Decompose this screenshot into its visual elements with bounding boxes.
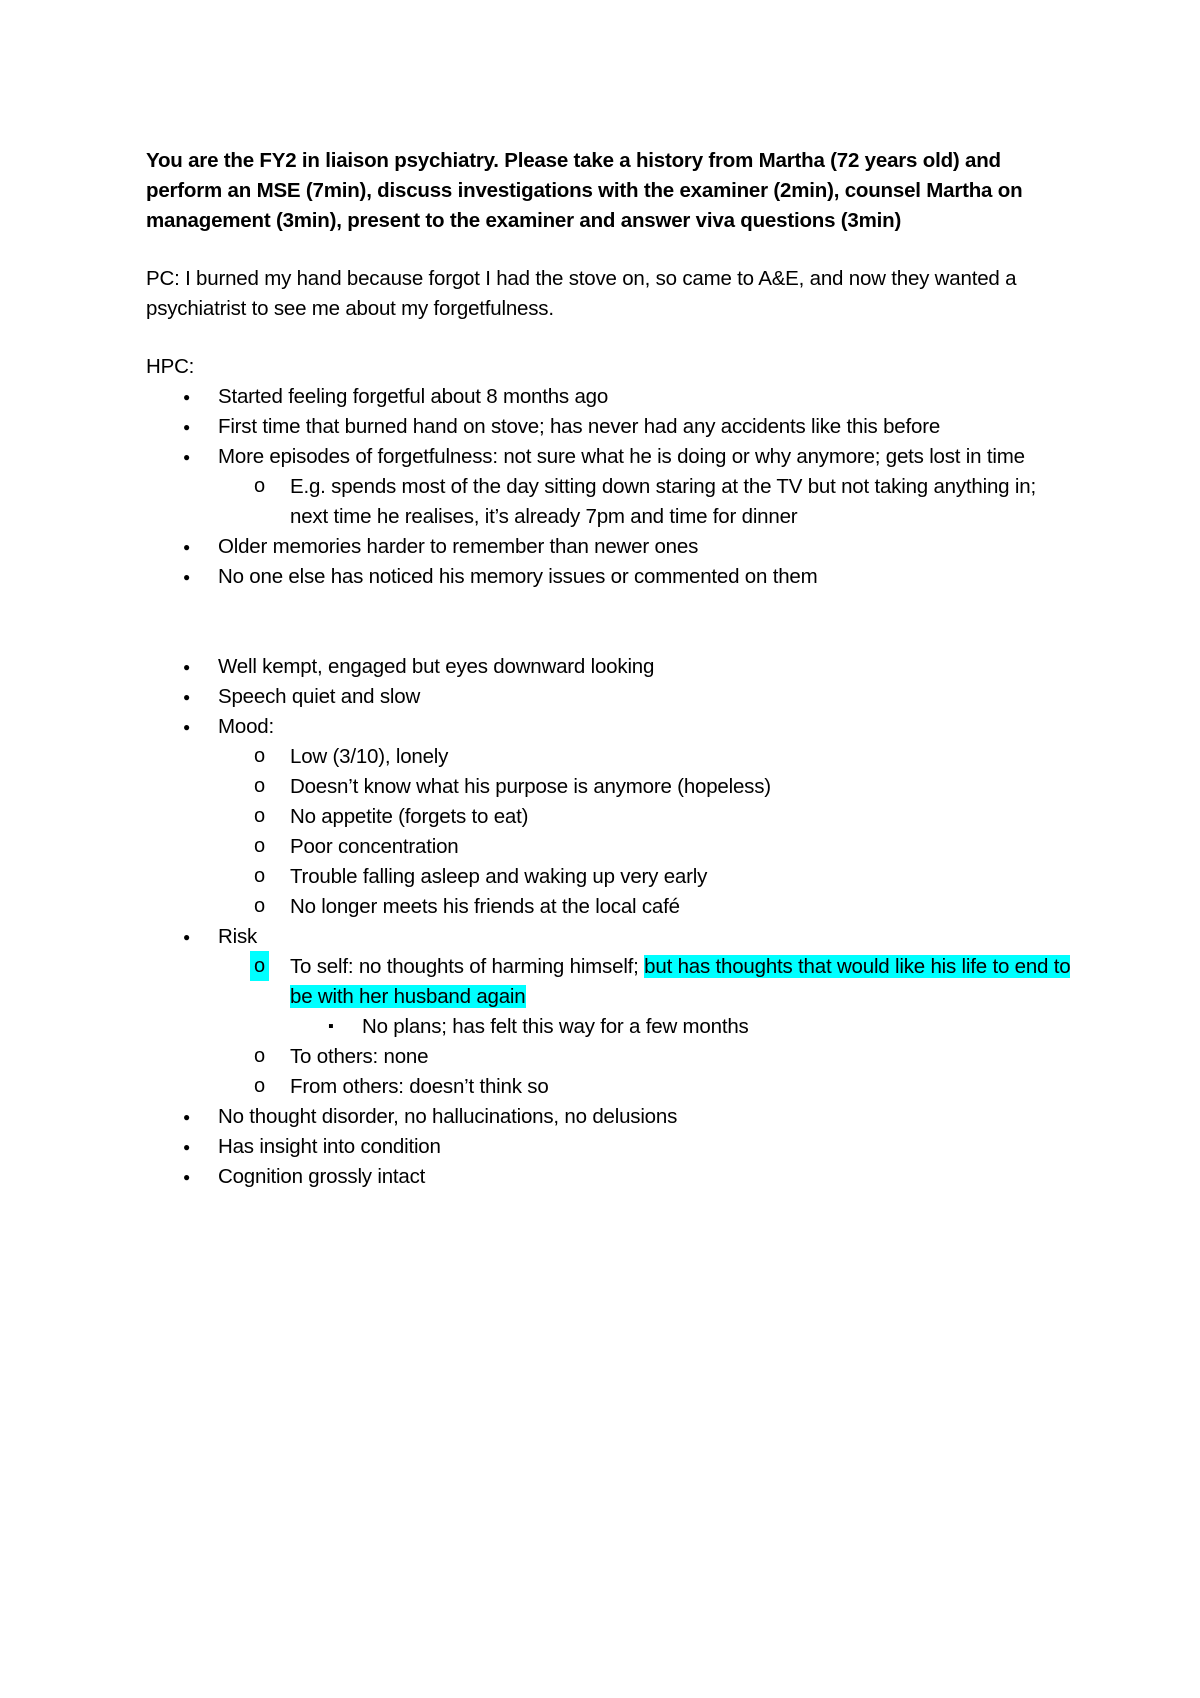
list-item-text: Doesn’t know what his purpose is anymore (hopeless) bbox=[290, 775, 771, 798]
list-item-text: From others: doesn’t think so bbox=[290, 1075, 549, 1098]
list-item-text: Risk bbox=[218, 925, 258, 948]
list-item-text: To others: none bbox=[290, 1045, 429, 1068]
sub-list-item bbox=[218, 802, 1076, 832]
sub-list-item bbox=[218, 952, 1076, 1042]
list-item bbox=[146, 652, 1076, 682]
list-item-text: Well kempt, engaged but eyes downward looking bbox=[218, 655, 655, 678]
sub-list-item bbox=[218, 772, 1076, 802]
presenting-complaint: PC: I burned my hand because forgot I had the stove on, so came to A&E, and now they wanted a psychiatrist to see me about my forgetfulness. bbox=[146, 267, 1017, 320]
mse-list bbox=[146, 652, 1076, 1192]
list-item bbox=[146, 412, 1076, 442]
list-item-text: No plans; has felt this way for a few months bbox=[362, 1015, 749, 1038]
list-item-text: More episodes of forgetfulness: not sure what he is doing or why anymore; gets lost in time bbox=[218, 445, 1025, 468]
list-item bbox=[146, 442, 1076, 532]
sub-list-item bbox=[218, 472, 1076, 532]
sub-list-item bbox=[218, 742, 1076, 772]
list-item-text: No appetite (forgets to eat) bbox=[290, 805, 529, 828]
list-item-text: No longer meets his friends at the local café bbox=[290, 895, 680, 918]
list-item-text: To self: no thoughts of harming himself; bbox=[290, 955, 639, 978]
spacer bbox=[146, 592, 1076, 652]
list-item-text: Has insight into condition bbox=[218, 1135, 441, 1158]
sub-list-item bbox=[218, 832, 1076, 862]
list-item-text: Mood: bbox=[218, 715, 274, 738]
risk-sub-list bbox=[218, 952, 1076, 1102]
highlighted-text: but has thoughts that would like his life to end to be with her husband again bbox=[290, 955, 1071, 1008]
sub-list-item bbox=[218, 1042, 1076, 1072]
list-item bbox=[146, 922, 1076, 1102]
list-item-text: E.g. spends most of the day sitting down staring at the TV but not taking anything in; next time he realises, it’s already 7pm and time for dinner bbox=[290, 475, 1036, 528]
list-item-text: No thought disorder, no hallucinations, no delusions bbox=[218, 1105, 678, 1128]
list-item bbox=[146, 1162, 1076, 1192]
detail-list-item bbox=[290, 1012, 1076, 1042]
list-item bbox=[146, 562, 1076, 592]
list-item bbox=[146, 682, 1076, 712]
list-item-text: Poor concentration bbox=[290, 835, 459, 858]
list-item-text: Older memories harder to remember than newer ones bbox=[218, 535, 699, 558]
hpc-list bbox=[146, 382, 1076, 592]
list-item bbox=[146, 1102, 1076, 1132]
list-item-text: Started feeling forgetful about 8 months ago bbox=[218, 385, 609, 408]
list-item-text: No one else has noticed his memory issues or commented on them bbox=[218, 565, 818, 588]
list-item bbox=[146, 532, 1076, 562]
risk-detail-list bbox=[290, 1012, 1076, 1042]
list-item-text: First time that burned hand on stove; has never had any accidents like this before bbox=[218, 415, 941, 438]
list-item-text: Cognition grossly intact bbox=[218, 1165, 426, 1188]
list-item-text: Low (3/10), lonely bbox=[290, 745, 449, 768]
sub-list-item bbox=[218, 862, 1076, 892]
list-item bbox=[146, 382, 1076, 412]
list-item-text: Speech quiet and slow bbox=[218, 685, 421, 708]
list-item-text: Trouble falling asleep and waking up very early bbox=[290, 865, 708, 888]
document-content bbox=[146, 146, 1076, 1192]
task-instructions: You are the FY2 in liaison psychiatry. Please take a history from Martha (72 years old) and perform an MSE (7min), discuss investigations with the examiner (2min), counsel Martha on management (3min), present to the examiner and answer viva questions (3min) bbox=[146, 149, 1023, 232]
list-item bbox=[146, 1132, 1076, 1162]
sub-list-item bbox=[218, 892, 1076, 922]
list-item bbox=[146, 712, 1076, 922]
sub-list bbox=[218, 472, 1076, 532]
mood-sub-list bbox=[218, 742, 1076, 922]
hpc-heading: HPC: bbox=[146, 355, 195, 378]
sub-list-item bbox=[218, 1072, 1076, 1102]
